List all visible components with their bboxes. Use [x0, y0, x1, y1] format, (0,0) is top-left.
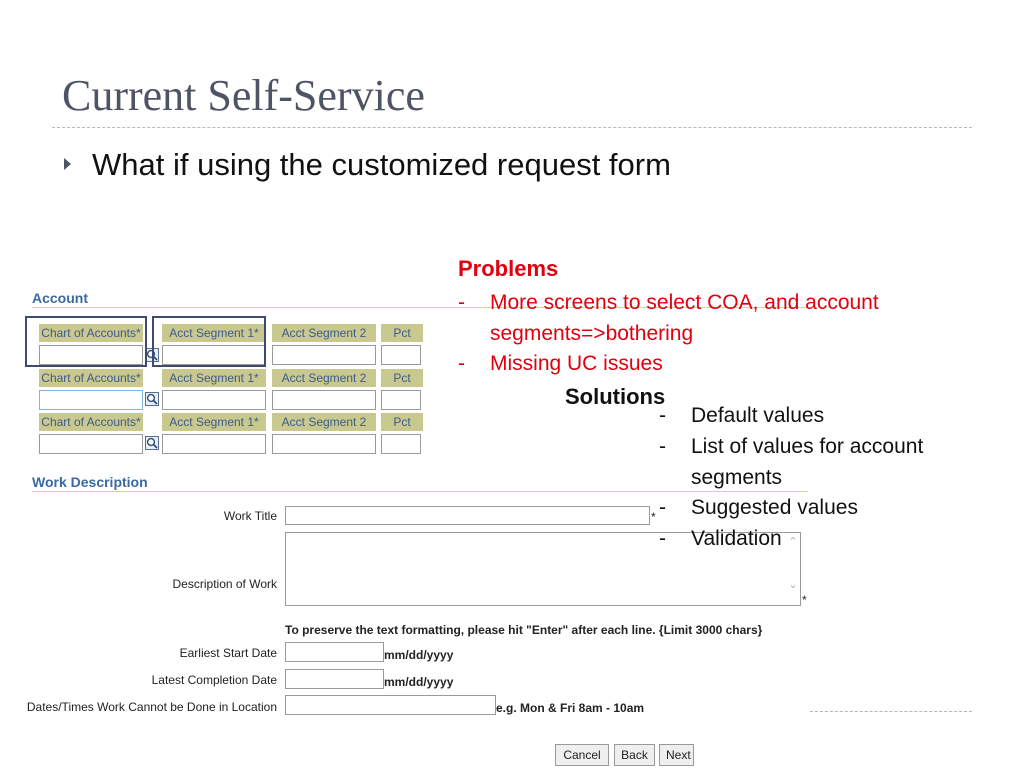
work-title-input[interactable]: [285, 506, 650, 525]
back-button[interactable]: Back: [614, 744, 655, 766]
solution-item-text: Validation: [691, 527, 782, 550]
description-of-work-label: Description of Work: [172, 577, 277, 591]
acct-segment-1-input[interactable]: [162, 434, 266, 454]
column-header-acct-segment-2: Acct Segment 2: [272, 413, 376, 431]
solution-item: [659, 400, 979, 431]
work-title-label: Work Title: [223, 509, 277, 523]
column-header-acct-segment-1: Acct Segment 1*: [162, 324, 266, 342]
dash-bullet: -: [659, 404, 666, 427]
dash-bullet: -: [659, 435, 666, 458]
column-header-pct: Pct: [381, 413, 423, 431]
scroll-down-icon[interactable]: ⌄: [788, 579, 798, 591]
next-button[interactable]: Next: [659, 744, 694, 766]
column-header-chart-of-accounts: Chart of Accounts*: [39, 369, 143, 387]
latest-completion-date-label: Latest Completion Date: [151, 673, 277, 687]
blackout-example-hint: e.g. Mon & Fri 8am - 10am: [496, 701, 645, 715]
problem-item: [458, 348, 958, 379]
acct-segment-2-input[interactable]: [272, 434, 376, 454]
column-header-pct: Pct: [381, 324, 423, 342]
column-header-acct-segment-1: Acct Segment 1*: [162, 413, 266, 431]
solution-item-text: Suggested values: [691, 496, 858, 519]
solutions-heading: Solutions: [565, 384, 666, 409]
column-header-pct: Pct: [381, 369, 423, 387]
account-heading: Account: [32, 290, 88, 306]
column-header-acct-segment-1: Acct Segment 1*: [162, 369, 266, 387]
solution-item: [659, 431, 979, 493]
scroll-up-icon[interactable]: ⌃: [788, 536, 798, 548]
footer-divider: [810, 711, 972, 712]
problems-heading: Problems: [458, 256, 559, 281]
dash-bullet: -: [659, 496, 666, 519]
earliest-start-date-input[interactable]: [285, 642, 384, 662]
blackout-times-input[interactable]: [285, 695, 496, 715]
pct-input[interactable]: [381, 390, 421, 410]
acct-segment-2-input[interactable]: [272, 345, 376, 365]
problem-item-text: More screens to select COA, and account segments=>bothering: [490, 291, 879, 345]
solution-item: [659, 523, 979, 554]
column-header-chart-of-accounts: Chart of Accounts*: [39, 324, 143, 342]
blackout-times-label: Dates/Times Work Cannot be Done in Location: [26, 700, 277, 714]
title-divider: [52, 127, 972, 128]
cancel-button[interactable]: Cancel: [555, 744, 609, 766]
problem-item: [458, 287, 958, 349]
column-header-chart-of-accounts: Chart of Accounts*: [39, 413, 143, 431]
latest-completion-date-input[interactable]: [285, 669, 384, 689]
pct-input[interactable]: [381, 345, 421, 365]
pct-input[interactable]: [381, 434, 421, 454]
magnifier-icon[interactable]: [145, 392, 159, 406]
magnifier-icon[interactable]: [145, 436, 159, 450]
acct-segment-1-input[interactable]: [162, 390, 266, 410]
solution-item: [659, 492, 979, 523]
chart-of-accounts-input[interactable]: [39, 390, 143, 410]
dash-bullet: -: [659, 527, 666, 550]
slide-bullet: What if using the customized request form: [92, 147, 671, 182]
required-mark: *: [802, 593, 807, 607]
column-header-acct-segment-2: Acct Segment 2: [272, 324, 376, 342]
date-format-hint: mm/dd/yyyy: [384, 675, 454, 689]
earliest-start-date-label: Earliest Start Date: [179, 646, 277, 660]
acct-segment-2-input[interactable]: [272, 390, 376, 410]
dash-bullet: -: [458, 352, 465, 375]
required-mark: *: [651, 510, 656, 524]
dash-bullet: -: [458, 291, 465, 314]
slide-title: Current Self-Service: [62, 71, 425, 120]
column-header-acct-segment-2: Acct Segment 2: [272, 369, 376, 387]
chart-of-accounts-input[interactable]: [39, 434, 143, 454]
highlight-box-chart-of-accounts: [25, 316, 147, 367]
highlight-box-acct-segment-1: [152, 316, 266, 367]
solution-item-text: Default values: [691, 404, 825, 427]
problem-item-text: Missing UC issues: [490, 352, 663, 375]
bullet-arrow-icon: [64, 158, 71, 170]
solution-item-text: List of values for account segments: [691, 435, 924, 489]
date-format-hint: mm/dd/yyyy: [384, 648, 454, 662]
format-hint: To preserve the text formatting, please hit "Enter" after each line. {Limit 3000 chars}: [285, 623, 763, 637]
work-description-heading: Work Description: [32, 474, 148, 490]
